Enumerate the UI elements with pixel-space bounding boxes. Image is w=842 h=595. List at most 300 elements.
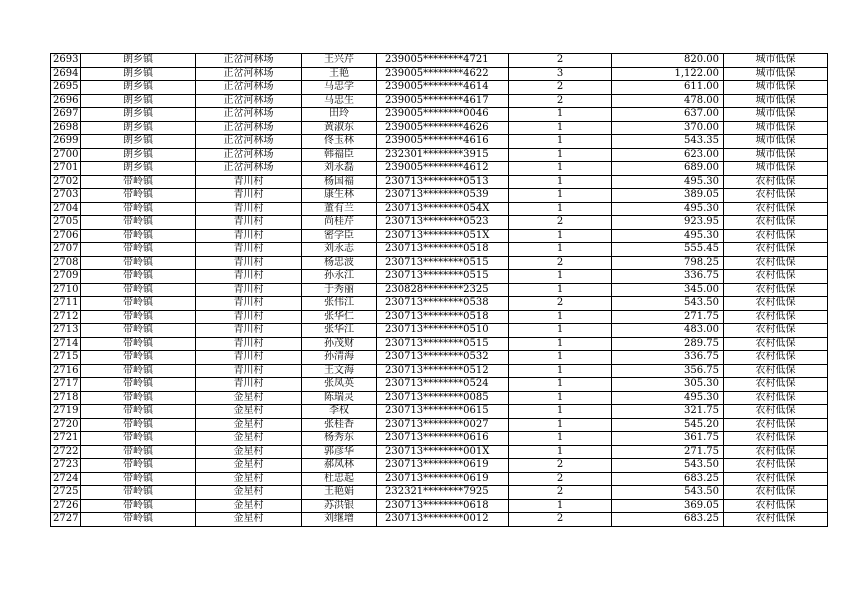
amount-cell: 611.00 [612, 81, 724, 95]
name-cell: 刘永磊 [302, 162, 377, 176]
assistance-type-cell: 农村低保 [724, 337, 828, 351]
town-cell: 朗乡镇 [81, 121, 196, 135]
village-cell: 青川村 [196, 297, 302, 311]
amount-cell: 637.00 [612, 108, 724, 122]
row-number-cell: 2719 [51, 405, 81, 419]
name-cell: 康生林 [302, 189, 377, 203]
household-count-cell: 1 [509, 364, 612, 378]
table-row [51, 445, 828, 459]
row-number-cell: 2716 [51, 364, 81, 378]
id-number-cell: 239005********4617 [377, 94, 509, 108]
table-row [51, 283, 828, 297]
name-cell: 刘继增 [302, 513, 377, 527]
amount-cell: 336.75 [612, 351, 724, 365]
table-row [51, 121, 828, 135]
table-row [51, 324, 828, 338]
id-number-cell: 230713********0616 [377, 432, 509, 446]
assistance-type-cell: 农村低保 [724, 499, 828, 513]
household-count-cell: 1 [509, 270, 612, 284]
village-cell: 青川村 [196, 189, 302, 203]
amount-cell: 321.75 [612, 405, 724, 419]
town-cell: 带岭镇 [81, 337, 196, 351]
assistance-type-cell: 农村低保 [724, 229, 828, 243]
row-number-cell: 2726 [51, 499, 81, 513]
table-row [51, 310, 828, 324]
household-count-cell: 1 [509, 175, 612, 189]
amount-cell: 305.30 [612, 378, 724, 392]
name-cell: 密学臣 [302, 229, 377, 243]
id-number-cell: 230713********0510 [377, 324, 509, 338]
row-number-cell: 2727 [51, 513, 81, 527]
assistance-type-cell: 城市低保 [724, 94, 828, 108]
id-number-cell: 230713********0523 [377, 216, 509, 230]
assistance-type-cell: 农村低保 [724, 310, 828, 324]
id-number-cell: 239005********4626 [377, 121, 509, 135]
assistance-type-cell: 农村低保 [724, 432, 828, 446]
town-cell: 朗乡镇 [81, 94, 196, 108]
row-number-cell: 2703 [51, 189, 81, 203]
assistance-type-cell: 城市低保 [724, 135, 828, 149]
household-count-cell: 1 [509, 162, 612, 176]
table-row [51, 364, 828, 378]
household-count-cell: 1 [509, 202, 612, 216]
row-number-cell: 2701 [51, 162, 81, 176]
town-cell: 带岭镇 [81, 418, 196, 432]
id-number-cell: 230713********0615 [377, 405, 509, 419]
household-count-cell: 1 [509, 108, 612, 122]
town-cell: 带岭镇 [81, 378, 196, 392]
assistance-type-cell: 农村低保 [724, 378, 828, 392]
id-number-cell: 230713********0513 [377, 175, 509, 189]
village-cell: 青川村 [196, 283, 302, 297]
amount-cell: 389.05 [612, 189, 724, 203]
id-number-cell: 239005********4612 [377, 162, 509, 176]
household-count-cell: 1 [509, 391, 612, 405]
household-count-cell: 1 [509, 135, 612, 149]
table-row [51, 108, 828, 122]
id-number-cell: 230713********0619 [377, 459, 509, 473]
id-number-cell: 230713********0012 [377, 513, 509, 527]
row-number-cell: 2700 [51, 148, 81, 162]
name-cell: 尚桂芹 [302, 216, 377, 230]
row-number-cell: 2695 [51, 81, 81, 95]
assistance-type-cell: 农村低保 [724, 513, 828, 527]
town-cell: 带岭镇 [81, 283, 196, 297]
town-cell: 带岭镇 [81, 324, 196, 338]
row-number-cell: 2713 [51, 324, 81, 338]
amount-cell: 545.20 [612, 418, 724, 432]
assistance-type-cell: 农村低保 [724, 324, 828, 338]
name-cell: 马忠生 [302, 94, 377, 108]
village-cell: 金星村 [196, 391, 302, 405]
name-cell: 杨国福 [302, 175, 377, 189]
row-number-cell: 2710 [51, 283, 81, 297]
village-cell: 金星村 [196, 445, 302, 459]
id-number-cell: 230713********0518 [377, 310, 509, 324]
village-cell: 正岔河林场 [196, 121, 302, 135]
amount-cell: 483.00 [612, 324, 724, 338]
table-row [51, 162, 828, 176]
id-number-cell: 230713********0532 [377, 351, 509, 365]
town-cell: 朗乡镇 [81, 81, 196, 95]
assistance-type-cell: 农村低保 [724, 256, 828, 270]
name-cell: 张华江 [302, 324, 377, 338]
village-cell: 青川村 [196, 310, 302, 324]
amount-cell: 683.25 [612, 513, 724, 527]
village-cell: 正岔河林场 [196, 148, 302, 162]
id-number-cell: 239005********4721 [377, 54, 509, 68]
town-cell: 带岭镇 [81, 499, 196, 513]
household-count-cell: 1 [509, 324, 612, 338]
assistance-type-cell: 城市低保 [724, 162, 828, 176]
name-cell: 苏洪银 [302, 499, 377, 513]
assistance-type-cell: 城市低保 [724, 81, 828, 95]
name-cell: 孙茂财 [302, 337, 377, 351]
household-count-cell: 2 [509, 486, 612, 500]
village-cell: 青川村 [196, 351, 302, 365]
village-cell: 青川村 [196, 364, 302, 378]
id-number-cell: 239005********4614 [377, 81, 509, 95]
village-cell: 金星村 [196, 499, 302, 513]
village-cell: 正岔河林场 [196, 135, 302, 149]
town-cell: 带岭镇 [81, 432, 196, 446]
id-number-cell: 239005********0046 [377, 108, 509, 122]
town-cell: 带岭镇 [81, 270, 196, 284]
town-cell: 带岭镇 [81, 243, 196, 257]
town-cell: 带岭镇 [81, 364, 196, 378]
assistance-type-cell: 农村低保 [724, 189, 828, 203]
amount-cell: 683.25 [612, 472, 724, 486]
table-row [51, 202, 828, 216]
household-count-cell: 2 [509, 256, 612, 270]
name-cell: 郭彦华 [302, 445, 377, 459]
table-row [51, 189, 828, 203]
village-cell: 金星村 [196, 472, 302, 486]
town-cell: 朗乡镇 [81, 108, 196, 122]
name-cell: 李权 [302, 405, 377, 419]
welfare-roster-table [50, 53, 828, 527]
household-count-cell: 1 [509, 189, 612, 203]
row-number-cell: 2714 [51, 337, 81, 351]
town-cell: 朗乡镇 [81, 135, 196, 149]
assistance-type-cell: 农村低保 [724, 202, 828, 216]
amount-cell: 543.50 [612, 459, 724, 473]
row-number-cell: 2693 [51, 54, 81, 68]
table-row [51, 81, 828, 95]
id-number-cell: 230713********0618 [377, 499, 509, 513]
village-cell: 金星村 [196, 418, 302, 432]
household-count-cell: 1 [509, 148, 612, 162]
amount-cell: 356.75 [612, 364, 724, 378]
table-row [51, 216, 828, 230]
table-body [51, 54, 828, 527]
assistance-type-cell: 农村低保 [724, 283, 828, 297]
row-number-cell: 2720 [51, 418, 81, 432]
row-number-cell: 2725 [51, 486, 81, 500]
household-count-cell: 1 [509, 418, 612, 432]
row-number-cell: 2694 [51, 67, 81, 81]
row-number-cell: 2705 [51, 216, 81, 230]
amount-cell: 555.45 [612, 243, 724, 257]
name-cell: 田玲 [302, 108, 377, 122]
town-cell: 带岭镇 [81, 229, 196, 243]
household-count-cell: 2 [509, 297, 612, 311]
household-count-cell: 1 [509, 445, 612, 459]
name-cell: 张桂香 [302, 418, 377, 432]
assistance-type-cell: 农村低保 [724, 459, 828, 473]
household-count-cell: 1 [509, 378, 612, 392]
amount-cell: 478.00 [612, 94, 724, 108]
table-row [51, 229, 828, 243]
table-row [51, 135, 828, 149]
assistance-type-cell: 农村低保 [724, 216, 828, 230]
table-row [51, 513, 828, 527]
amount-cell: 798.25 [612, 256, 724, 270]
village-cell: 金星村 [196, 486, 302, 500]
row-number-cell: 2699 [51, 135, 81, 149]
amount-cell: 370.00 [612, 121, 724, 135]
amount-cell: 345.00 [612, 283, 724, 297]
town-cell: 带岭镇 [81, 216, 196, 230]
table-row [51, 270, 828, 284]
village-cell: 金星村 [196, 432, 302, 446]
row-number-cell: 2722 [51, 445, 81, 459]
amount-cell: 495.30 [612, 175, 724, 189]
name-cell: 于秀丽 [302, 283, 377, 297]
household-count-cell: 3 [509, 67, 612, 81]
village-cell: 金星村 [196, 513, 302, 527]
assistance-type-cell: 农村低保 [724, 351, 828, 365]
id-number-cell: 230713********051X [377, 229, 509, 243]
village-cell: 正岔河林场 [196, 67, 302, 81]
town-cell: 带岭镇 [81, 513, 196, 527]
id-number-cell: 239005********4622 [377, 67, 509, 81]
table-row [51, 432, 828, 446]
amount-cell: 543.35 [612, 135, 724, 149]
row-number-cell: 2711 [51, 297, 81, 311]
row-number-cell: 2709 [51, 270, 81, 284]
village-cell: 青川村 [196, 216, 302, 230]
name-cell: 张伟江 [302, 297, 377, 311]
name-cell: 刘永志 [302, 243, 377, 257]
village-cell: 青川村 [196, 378, 302, 392]
village-cell: 青川村 [196, 337, 302, 351]
town-cell: 带岭镇 [81, 391, 196, 405]
table-row [51, 54, 828, 68]
household-count-cell: 2 [509, 459, 612, 473]
row-number-cell: 2715 [51, 351, 81, 365]
amount-cell: 361.75 [612, 432, 724, 446]
table-row [51, 337, 828, 351]
assistance-type-cell: 城市低保 [724, 108, 828, 122]
town-cell: 带岭镇 [81, 351, 196, 365]
name-cell: 韩福臣 [302, 148, 377, 162]
town-cell: 带岭镇 [81, 256, 196, 270]
household-count-cell: 2 [509, 81, 612, 95]
village-cell: 正岔河林场 [196, 81, 302, 95]
id-number-cell: 230828********2325 [377, 283, 509, 297]
village-cell: 金星村 [196, 459, 302, 473]
assistance-type-cell: 农村低保 [724, 175, 828, 189]
table-row [51, 418, 828, 432]
assistance-type-cell: 城市低保 [724, 121, 828, 135]
assistance-type-cell: 农村低保 [724, 364, 828, 378]
table-row [51, 378, 828, 392]
name-cell: 杜忠起 [302, 472, 377, 486]
town-cell: 带岭镇 [81, 445, 196, 459]
amount-cell: 923.95 [612, 216, 724, 230]
table-row [51, 175, 828, 189]
table-row [51, 148, 828, 162]
town-cell: 带岭镇 [81, 486, 196, 500]
name-cell: 马忠学 [302, 81, 377, 95]
id-number-cell: 230713********0515 [377, 337, 509, 351]
name-cell: 董有兰 [302, 202, 377, 216]
assistance-type-cell: 农村低保 [724, 391, 828, 405]
name-cell: 郝凤林 [302, 459, 377, 473]
id-number-cell: 230713********0085 [377, 391, 509, 405]
id-number-cell: 230713********001X [377, 445, 509, 459]
town-cell: 带岭镇 [81, 459, 196, 473]
assistance-type-cell: 城市低保 [724, 148, 828, 162]
town-cell: 带岭镇 [81, 405, 196, 419]
household-count-cell: 1 [509, 405, 612, 419]
village-cell: 金星村 [196, 405, 302, 419]
row-number-cell: 2723 [51, 459, 81, 473]
name-cell: 王兴芹 [302, 54, 377, 68]
id-number-cell: 239005********4616 [377, 135, 509, 149]
row-number-cell: 2707 [51, 243, 81, 257]
amount-cell: 495.30 [612, 391, 724, 405]
assistance-type-cell: 农村低保 [724, 486, 828, 500]
village-cell: 青川村 [196, 202, 302, 216]
amount-cell: 271.75 [612, 445, 724, 459]
assistance-type-cell: 农村低保 [724, 270, 828, 284]
assistance-type-cell: 农村低保 [724, 405, 828, 419]
table-row [51, 486, 828, 500]
table-row [51, 472, 828, 486]
household-count-cell: 2 [509, 54, 612, 68]
row-number-cell: 2698 [51, 121, 81, 135]
assistance-type-cell: 城市低保 [724, 54, 828, 68]
table-row [51, 94, 828, 108]
assistance-type-cell: 城市低保 [724, 67, 828, 81]
id-number-cell: 230713********0027 [377, 418, 509, 432]
row-number-cell: 2718 [51, 391, 81, 405]
row-number-cell: 2712 [51, 310, 81, 324]
name-cell: 王文海 [302, 364, 377, 378]
assistance-type-cell: 农村低保 [724, 297, 828, 311]
table-row [51, 297, 828, 311]
town-cell: 带岭镇 [81, 202, 196, 216]
id-number-cell: 230713********0515 [377, 256, 509, 270]
row-number-cell: 2724 [51, 472, 81, 486]
village-cell: 青川村 [196, 175, 302, 189]
row-number-cell: 2708 [51, 256, 81, 270]
amount-cell: 495.30 [612, 229, 724, 243]
amount-cell: 271.75 [612, 310, 724, 324]
household-count-cell: 1 [509, 310, 612, 324]
name-cell: 孙永江 [302, 270, 377, 284]
row-number-cell: 2717 [51, 378, 81, 392]
town-cell: 朗乡镇 [81, 162, 196, 176]
name-cell: 孙清海 [302, 351, 377, 365]
household-count-cell: 1 [509, 351, 612, 365]
household-count-cell: 2 [509, 216, 612, 230]
id-number-cell: 230713********0538 [377, 297, 509, 311]
name-cell: 陈瑞灵 [302, 391, 377, 405]
amount-cell: 689.00 [612, 162, 724, 176]
name-cell: 佟玉林 [302, 135, 377, 149]
id-number-cell: 230713********0518 [377, 243, 509, 257]
id-number-cell: 232321********7925 [377, 486, 509, 500]
household-count-cell: 1 [509, 243, 612, 257]
household-count-cell: 1 [509, 121, 612, 135]
row-number-cell: 2704 [51, 202, 81, 216]
id-number-cell: 230713********0512 [377, 364, 509, 378]
household-count-cell: 2 [509, 472, 612, 486]
town-cell: 带岭镇 [81, 472, 196, 486]
name-cell: 杨忠波 [302, 256, 377, 270]
row-number-cell: 2721 [51, 432, 81, 446]
amount-cell: 820.00 [612, 54, 724, 68]
village-cell: 青川村 [196, 256, 302, 270]
village-cell: 正岔河林场 [196, 162, 302, 176]
row-number-cell: 2702 [51, 175, 81, 189]
assistance-type-cell: 农村低保 [724, 445, 828, 459]
name-cell: 张华仁 [302, 310, 377, 324]
id-number-cell: 230713********0515 [377, 270, 509, 284]
table-row [51, 459, 828, 473]
town-cell: 朗乡镇 [81, 67, 196, 81]
town-cell: 带岭镇 [81, 189, 196, 203]
name-cell: 张凤英 [302, 378, 377, 392]
amount-cell: 495.30 [612, 202, 724, 216]
id-number-cell: 230713********054X [377, 202, 509, 216]
village-cell: 青川村 [196, 324, 302, 338]
household-count-cell: 2 [509, 94, 612, 108]
id-number-cell: 230713********0524 [377, 378, 509, 392]
assistance-type-cell: 农村低保 [724, 243, 828, 257]
table-row [51, 67, 828, 81]
household-count-cell: 1 [509, 337, 612, 351]
amount-cell: 543.50 [612, 486, 724, 500]
household-count-cell: 1 [509, 499, 612, 513]
amount-cell: 289.75 [612, 337, 724, 351]
table-row [51, 243, 828, 257]
town-cell: 带岭镇 [81, 310, 196, 324]
table-row [51, 391, 828, 405]
row-number-cell: 2697 [51, 108, 81, 122]
name-cell: 王艳 [302, 67, 377, 81]
village-cell: 正岔河林场 [196, 108, 302, 122]
id-number-cell: 230713********0539 [377, 189, 509, 203]
row-number-cell: 2706 [51, 229, 81, 243]
town-cell: 带岭镇 [81, 297, 196, 311]
household-count-cell: 1 [509, 283, 612, 297]
amount-cell: 1,122.00 [612, 67, 724, 81]
amount-cell: 336.75 [612, 270, 724, 284]
amount-cell: 623.00 [612, 148, 724, 162]
household-count-cell: 1 [509, 229, 612, 243]
assistance-type-cell: 农村低保 [724, 418, 828, 432]
id-number-cell: 232301********3915 [377, 148, 509, 162]
amount-cell: 369.05 [612, 499, 724, 513]
name-cell: 王艳娟 [302, 486, 377, 500]
village-cell: 青川村 [196, 270, 302, 284]
town-cell: 朗乡镇 [81, 148, 196, 162]
household-count-cell: 1 [509, 432, 612, 446]
